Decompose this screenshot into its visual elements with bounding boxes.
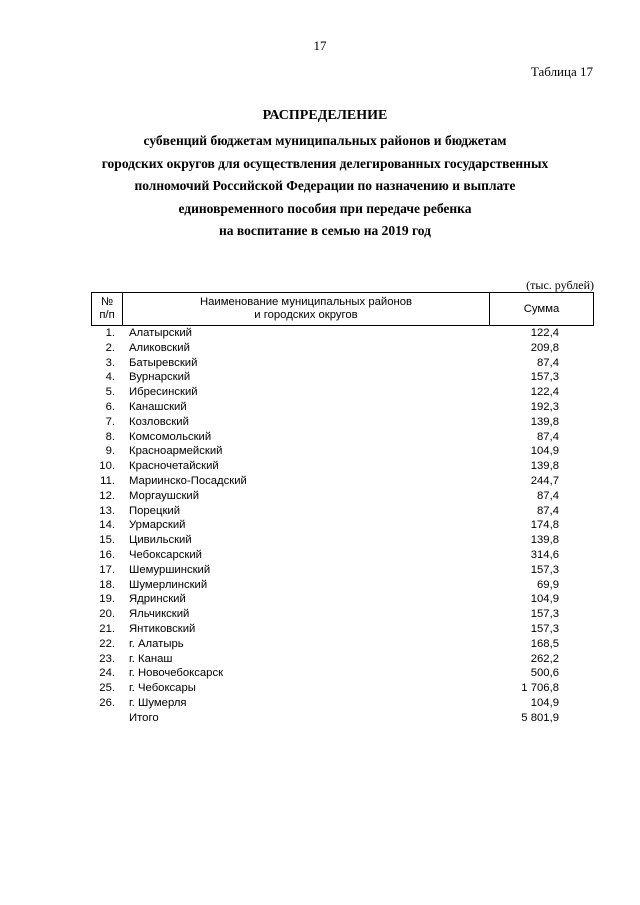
table-row <box>91 518 594 533</box>
row-sum: 122,4 <box>530 386 559 399</box>
row-name: Яльчикский <box>129 608 190 621</box>
row-name: г. Канаш <box>129 652 173 665</box>
row-sum: 104,9 <box>530 445 559 458</box>
row-sum: 157,3 <box>530 371 559 384</box>
row-name: Батыревский <box>129 356 198 369</box>
row-name: Канашский <box>129 400 187 413</box>
table-row <box>91 607 594 622</box>
row-sum: 244,7 <box>530 474 559 487</box>
row-number: 8. <box>105 430 115 443</box>
row-name: г. Новочебоксарск <box>129 667 224 680</box>
row-number: 23. <box>99 652 115 665</box>
row-name: Красночетайский <box>129 460 219 473</box>
row-number: 1. <box>105 327 115 339</box>
table-row <box>91 489 594 504</box>
row-name: Урмарский <box>129 519 186 532</box>
row-number: 14. <box>99 519 115 532</box>
header-name <box>123 293 490 325</box>
table-row <box>91 370 594 385</box>
row-number: 7. <box>105 415 115 428</box>
units-label: (тыс. рублей) <box>526 278 594 292</box>
total-label: Итого <box>129 711 159 724</box>
table-row <box>91 563 594 578</box>
row-number: 15. <box>99 534 115 547</box>
table-row <box>91 504 594 519</box>
title-line: полномочий Российской Федерации по назначению и выплате <box>134 178 516 193</box>
title-line: единовременного пособия при передаче ребенка <box>178 200 472 216</box>
page-number: 17 <box>313 38 327 53</box>
row-number: 10. <box>99 460 115 473</box>
row-sum: 157,3 <box>530 563 559 576</box>
document-title <box>60 106 590 243</box>
row-name: Чебоксарский <box>129 548 202 561</box>
table-row <box>91 548 594 563</box>
row-sum: 209,8 <box>530 341 559 354</box>
table-row <box>91 622 594 637</box>
header-number-line: п/п <box>99 309 115 321</box>
row-sum: 122,4 <box>530 327 559 339</box>
row-name: Алатырский <box>129 327 192 339</box>
row-number: 5. <box>105 386 115 399</box>
row-name: г. Шумерля <box>129 696 187 709</box>
row-number: 22. <box>99 637 115 650</box>
row-name: Шумерлинский <box>129 578 208 591</box>
row-sum: 174,8 <box>530 519 559 532</box>
table-row <box>91 326 594 341</box>
row-number: 3. <box>105 356 115 369</box>
row-number: 17. <box>99 563 115 576</box>
row-name: Комсомольский <box>129 430 212 443</box>
table-row <box>91 385 594 400</box>
table-row <box>91 444 594 459</box>
row-sum: 69,9 <box>537 578 559 591</box>
table-row <box>91 400 594 415</box>
row-name: Красноармейский <box>129 445 223 458</box>
row-number: 25. <box>99 682 115 695</box>
row-number: 2. <box>105 341 115 354</box>
table-row <box>91 341 594 356</box>
table-row <box>91 652 594 667</box>
table-row <box>91 356 594 371</box>
row-name: Ядринский <box>129 593 186 606</box>
row-number: 24. <box>99 667 115 680</box>
table-row <box>91 578 594 593</box>
table-row <box>91 430 594 445</box>
total-sum: 5 801,9 <box>521 711 559 724</box>
table-row <box>91 415 594 430</box>
title-line: на воспитание в семью на 2019 год <box>219 223 431 238</box>
row-number: 18. <box>99 578 115 591</box>
title-main: РАСПРЕДЕЛЕНИЕ <box>262 108 388 123</box>
row-number: 21. <box>99 622 115 635</box>
row-number: 20. <box>99 608 115 621</box>
header-name-line: Наименование муниципальных районов <box>199 296 413 308</box>
row-name: г. Чебоксары <box>129 682 196 695</box>
row-number: 9. <box>105 445 115 458</box>
header-name-line: и городских округов <box>254 309 358 321</box>
distribution-table <box>91 292 594 726</box>
table-header <box>91 292 594 326</box>
row-name: г. Алатырь <box>129 637 184 650</box>
row-name: Моргаушский <box>129 489 200 502</box>
row-sum: 87,4 <box>537 489 559 502</box>
row-sum: 500,6 <box>530 667 559 680</box>
row-sum: 157,3 <box>530 622 559 635</box>
row-sum: 139,8 <box>530 460 559 473</box>
row-number: 11. <box>100 474 115 487</box>
row-name: Янтиковский <box>129 622 196 635</box>
row-sum: 314,6 <box>530 548 559 561</box>
table-label: Таблица 17 <box>530 64 593 79</box>
table-row <box>91 474 594 489</box>
row-sum: 87,4 <box>537 504 559 517</box>
row-sum: 139,8 <box>530 415 559 428</box>
row-sum: 87,4 <box>537 430 559 443</box>
table-row <box>91 533 594 548</box>
title-line: субвенций бюджетам муниципальных районов и бюджетам <box>143 133 507 148</box>
row-sum: 104,9 <box>530 593 559 606</box>
row-number: 13. <box>99 504 115 517</box>
table-row <box>91 592 594 607</box>
header-number <box>91 293 123 325</box>
title-line: городских округов для осуществления делегированных государственных <box>101 155 549 171</box>
row-sum: 87,4 <box>537 356 559 369</box>
row-sum: 157,3 <box>530 608 559 621</box>
row-name: Мариинско-Посадский <box>129 474 247 487</box>
row-name: Шемуршинский <box>129 563 211 576</box>
table-row <box>91 681 594 696</box>
table-row <box>91 459 594 474</box>
row-number: 16. <box>99 548 115 561</box>
row-number: 19. <box>99 593 115 606</box>
row-name: Аликовский <box>129 341 190 354</box>
row-sum: 168,5 <box>530 637 559 650</box>
total-number-cell <box>91 711 129 726</box>
row-sum: 262,2 <box>530 652 559 665</box>
row-number: 12. <box>99 489 115 502</box>
row-number: 4. <box>105 371 115 384</box>
row-sum: 192,3 <box>530 400 559 413</box>
row-name: Порецкий <box>129 504 181 517</box>
table-body <box>91 326 594 711</box>
table-row <box>91 696 594 711</box>
header-number-line: № <box>100 296 114 308</box>
row-name: Цивильский <box>129 534 192 547</box>
row-number: 6. <box>105 400 115 413</box>
row-sum: 104,9 <box>530 696 559 709</box>
header-sum: Сумма <box>490 293 594 325</box>
table-row <box>91 666 594 681</box>
row-number: 26. <box>99 696 115 709</box>
row-name: Ибресинский <box>129 386 198 399</box>
row-sum: 1 706,8 <box>521 682 559 695</box>
total-row <box>91 711 594 726</box>
row-name: Вурнарский <box>129 371 191 384</box>
row-sum: 139,8 <box>530 534 559 547</box>
row-name: Козловский <box>129 415 189 428</box>
table-row <box>91 637 594 652</box>
